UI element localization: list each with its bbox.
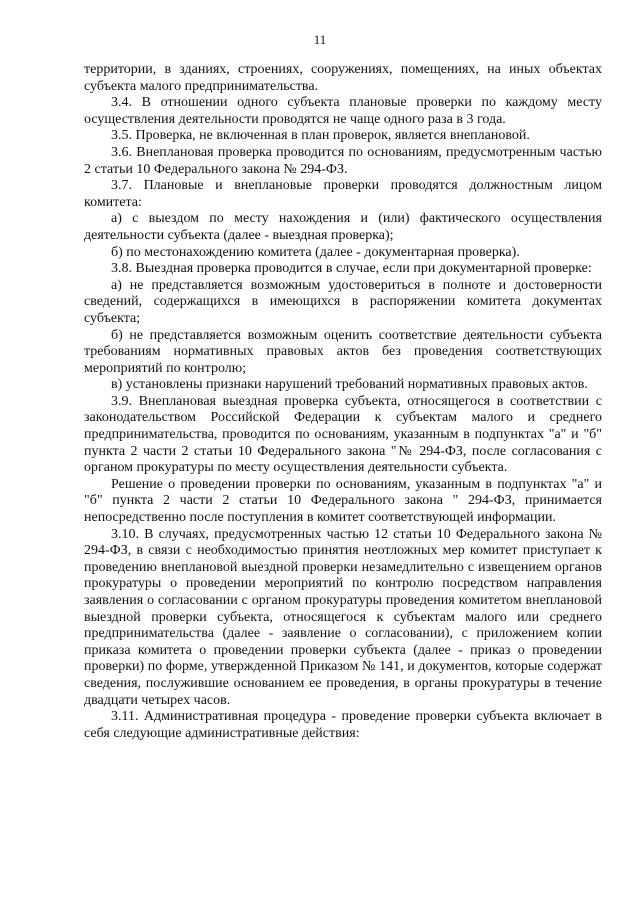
paragraph-3-8-a: а) не представляется возможным удостовериться в полноте и достоверности сведений, содержащихся в имеющихся в распоряжении комитета документах субъекта; <box>84 277 602 326</box>
paragraph-3-8-b: б) не представляется возможным оценить соответствие деятельности субъекта требованиям нормативных правовых актов без проведения соответствующих мероприятий по контролю; <box>84 327 602 376</box>
paragraph-3-7: 3.7. Плановые и внеплановые проверки проводятся должностным лицом комитета: <box>84 178 602 210</box>
paragraph-3-7-b: б) по местонахождению комитета (далее - документарная проверка). <box>111 244 520 260</box>
paragraph-3-8-v: в) установлены признаки нарушений требований нормативных правовых актов. <box>111 377 588 393</box>
paragraph-3-7-a: а) с выездом по месту нахождения и (или) фактического осуществления деятельности субъекта (далее - выездная проверка); <box>84 211 602 243</box>
paragraph-3-6: 3.6. Внеплановая проверка проводится по основаниям, предусмотренным частью 2 статьи 10 Федерального закона № 294-ФЗ. <box>84 144 602 177</box>
paragraph-3-5: 3.5. Проверка, не включенная в план проверок, является внеплановой. <box>111 128 530 144</box>
paragraph-continuation: территории, в зданиях, строениях, сооружениях, помещениях, на иных объектах субъекта малого предпринимательства. <box>84 62 602 94</box>
paragraph-3-10: 3.10. В случаях, предусмотренных частью 12 статьи 10 Федерального закона № 294-ФЗ, в связи с необходимостью принятия неотложных мер комитет приступает к проведению внеплановой выездной проверки незамедлительно с извещением органов прокуратуры о проведении мероприятий по контролю посредством направления заявления о согласовании с органом прокуратуры проведения комитетом внеплановой выездной проверки субъекта, относящегося к субъектам малого или среднего предпринимательства (далее - заявление о согласовании), с приложением копии приказа комитета о проведении проверки субъекта (далее - приказ о проведении проверки) по форме, утвержденной Приказом № 141, и документов, которые содержат сведения, послужившие основанием ее проведения, в органы прокуратуры в течение двадцати четырех часов. <box>84 526 602 708</box>
paragraph-3-9: 3.9. Внеплановая выездная проверка субъекта, относящегося в соответствии с законодательством Российской Федерации к субъектам малого и среднего предпринимательства, проводится по основаниям, указанным в подпунктах "а" и "б" пункта 2 части 2 статьи 10 Федерального закона "№ 294-ФЗ, после согласования с органом прокуратуры по месту осуществления деятельности субъекта. <box>84 393 602 476</box>
paragraph-3-9-decision: Решение о проведении проверки по основаниям, указанным в подпунктах "а" и "б" пункта 2 части 2 статьи 10 Федерального закона " 294-ФЗ, принимается непосредственно после поступления в комитет соответствующей информации. <box>84 476 602 526</box>
paragraph-3-11: 3.11. Административная процедура - проведение проверки субъекта включает в себя следующие административные действия: <box>84 709 602 741</box>
document-body <box>84 62 602 742</box>
page-number: 11 <box>313 32 327 47</box>
paragraph-3-4: 3.4. В отношении одного субъекта плановые проверки по каждому месту осуществления деятельности проводятся не чаще одного раза в 3 года. <box>84 95 602 127</box>
paragraph-3-8: 3.8. Выездная проверка проводится в случае, если при документарной проверке: <box>111 261 592 277</box>
